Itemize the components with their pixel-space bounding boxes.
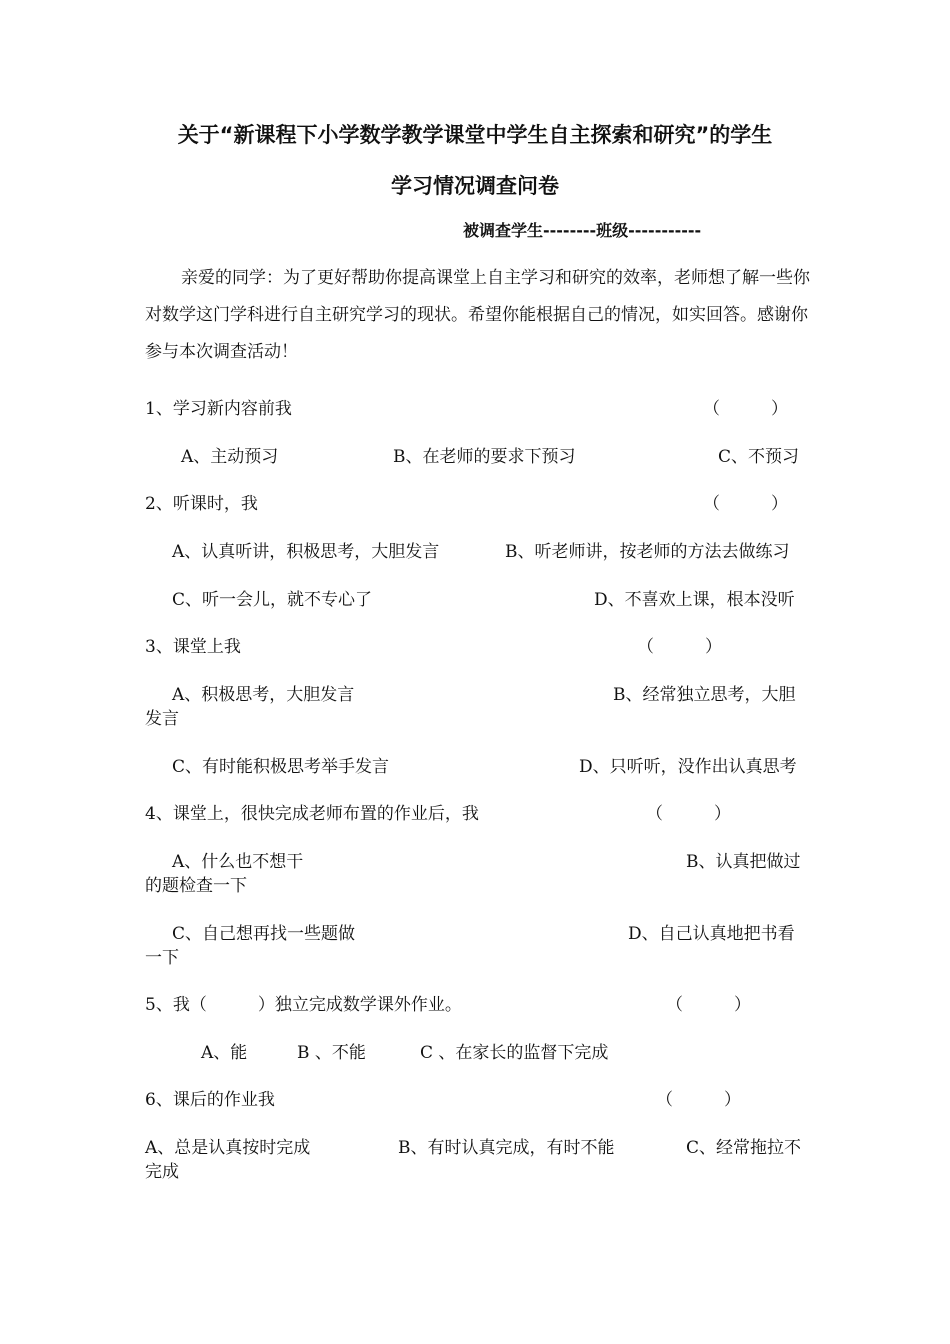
question-2-option-b: B、听老师讲，按老师的方法去做练习 (505, 542, 790, 562)
document-title-line-1: 关于“新课程下小学数学教学课堂中学生自主探索和研究”的学生 (177, 123, 773, 147)
question-1-stem: 1、学习新内容前我 (145, 399, 292, 419)
question-5-stem: 5、我（ ）独立完成数学课外作业。 (145, 995, 462, 1015)
question-6-option-b: B、有时认真完成，有时不能 (398, 1138, 615, 1158)
question-5-option-a: A、能 (201, 1043, 248, 1063)
question-3-option-d: D、只听听，没作出认真思考 (579, 757, 797, 777)
question-3-option-b: B、经常独立思考，大胆 (613, 685, 796, 705)
question-3-stem: 3、课堂上我 (145, 637, 241, 657)
question-2-option-c: C、听一会儿，就不专心了 (172, 590, 373, 610)
question-4-answer-blank: （ ） (646, 804, 731, 824)
question-6-stem: 6、课后的作业我 (145, 1090, 275, 1110)
question-1-answer-blank: （ ） (703, 399, 788, 419)
respondent-info-line: 被调查学生--------班级----------- (463, 221, 702, 240)
question-2-option-a: A、认真听讲，积极思考，大胆发言 (172, 542, 440, 562)
question-1-option-c: C、不预习 (718, 447, 800, 467)
document-title-line-2: 学习情况调查问卷 (391, 174, 559, 198)
question-4-stem: 4、课堂上，很快完成老师布置的作业后，我 (145, 804, 479, 824)
intro-paragraph: 亲爱的同学：为了更好帮助你提高课堂上自主学习和研究的效率，老师想了解一些你对数学这门学科进行自主研究学习的现状。希望你能根据自己的情况，如实回答。感谢你参与本次调查活动！ (145, 268, 810, 362)
question-1-option-a: A、主动预习 (181, 447, 279, 467)
question-6-option-c: C、经常拖拉不 (686, 1138, 802, 1158)
question-5-option-c: C 、在家长的监督下完成 (420, 1043, 609, 1063)
question-4-option-d-continued: 一下 (145, 948, 179, 968)
question-4-option-d: D、自己认真地把书看 (628, 924, 795, 944)
question-4-option-b-continued: 的题检查一下 (145, 876, 247, 896)
question-1-option-b: B、在老师的要求下预习 (393, 447, 576, 467)
question-6-option-a: A、总是认真按时完成 (145, 1138, 311, 1158)
question-2-stem: 2、听课时，我 (145, 494, 258, 514)
question-4-option-b: B、认真把做过 (686, 852, 801, 872)
question-2-option-d: D、不喜欢上课，根本没听 (594, 590, 795, 610)
question-4-option-c: C、自己想再找一些题做 (172, 924, 356, 944)
question-5-answer-blank: （ ） (666, 995, 751, 1015)
question-3-answer-blank: （ ） (637, 637, 722, 657)
question-3-option-a: A、积极思考，大胆发言 (172, 685, 355, 705)
question-5-option-b: B 、不能 (297, 1043, 366, 1063)
question-6-option-c-continued: 完成 (145, 1162, 179, 1182)
question-3-option-b-continued: 发言 (145, 709, 179, 729)
question-4-option-a: A、什么也不想干 (172, 852, 304, 872)
question-3-option-c: C、有时能积极思考举手发言 (172, 757, 390, 777)
question-6-answer-blank: （ ） (656, 1090, 741, 1110)
question-2-answer-blank: （ ） (703, 494, 788, 514)
